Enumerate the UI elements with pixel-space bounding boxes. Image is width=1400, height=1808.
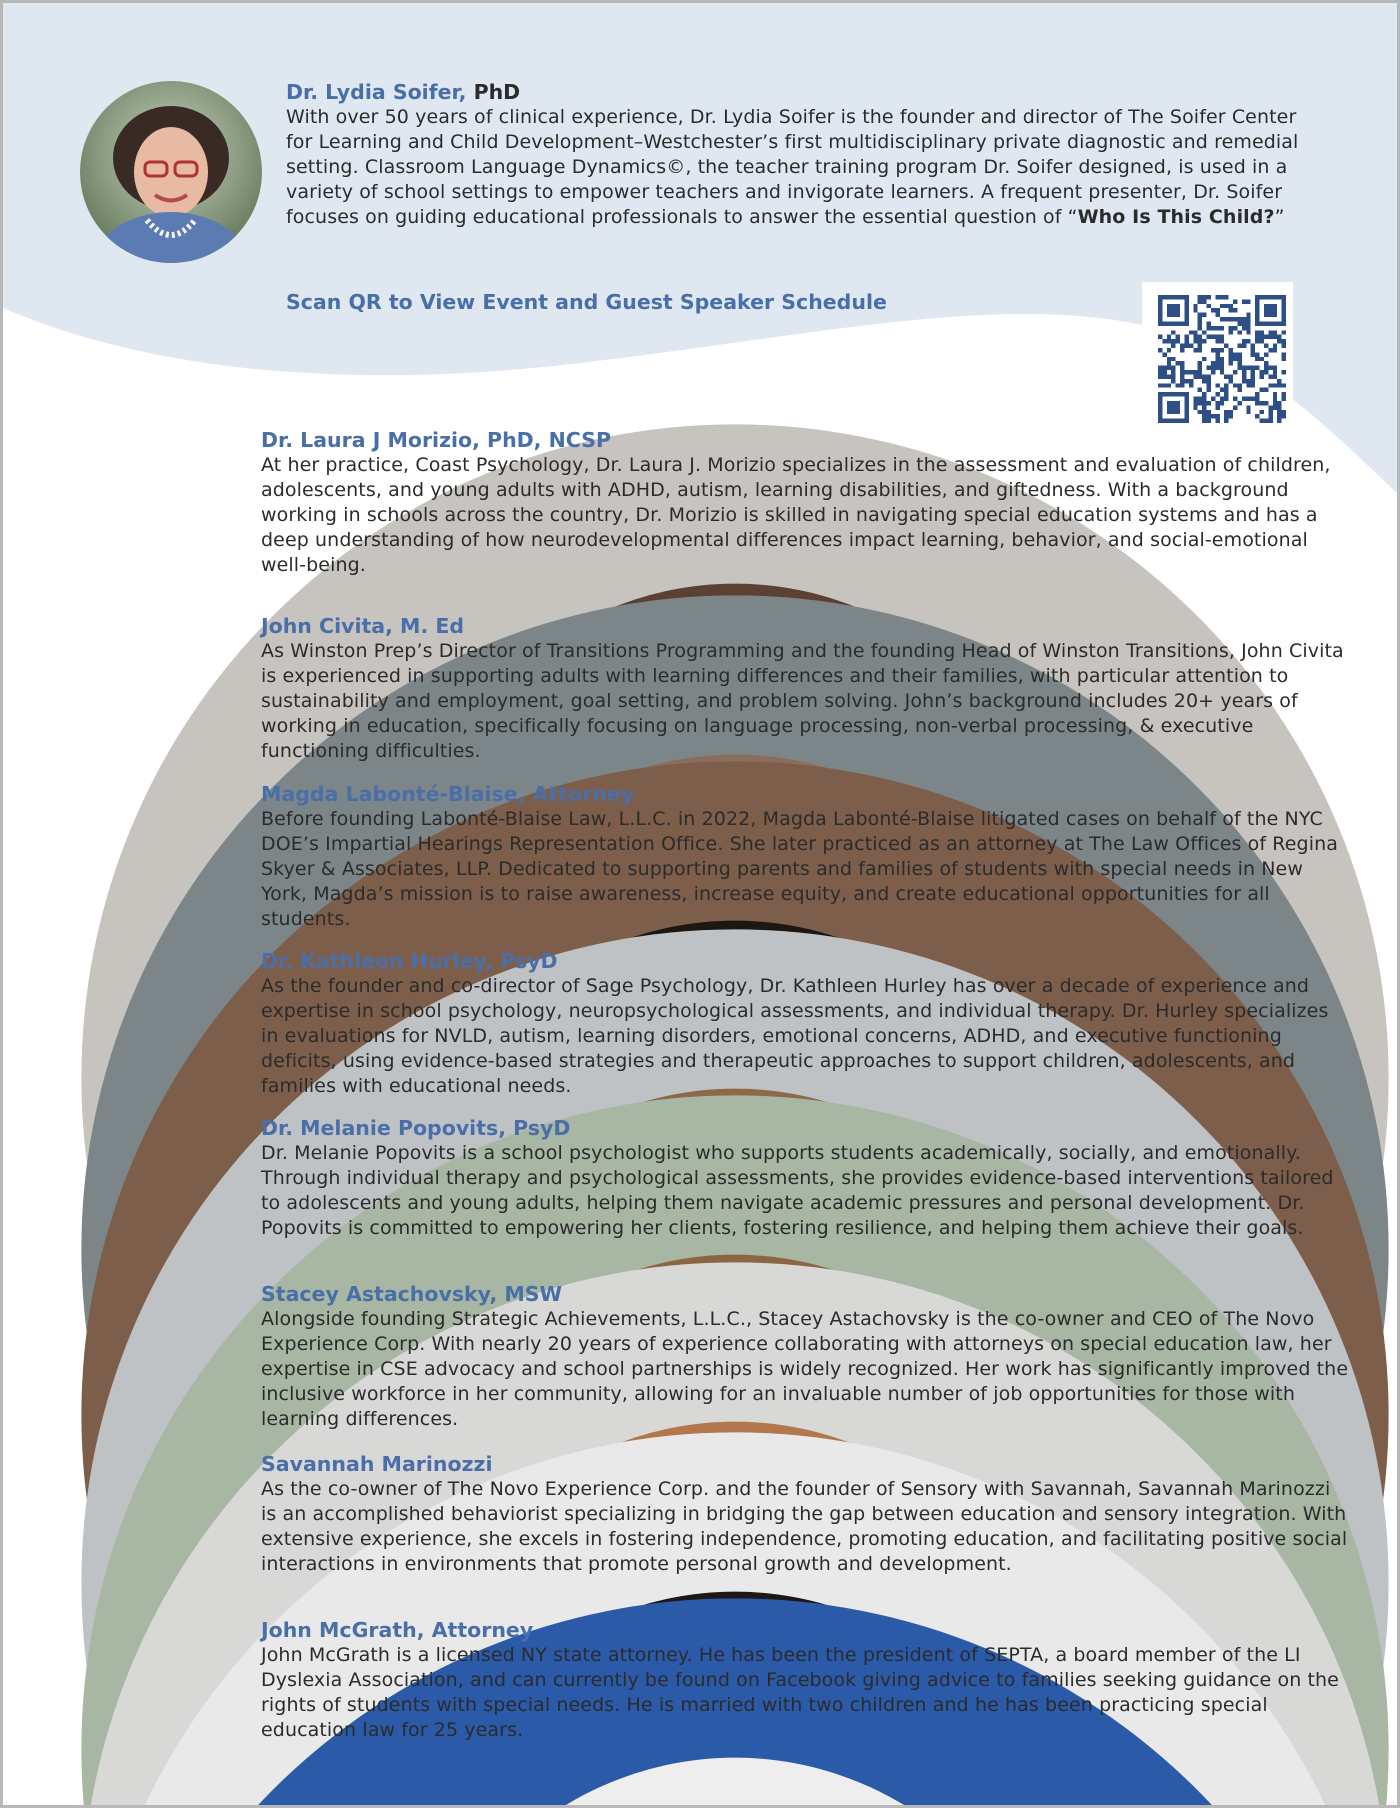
speaker-bio-block: [261, 613, 1351, 764]
flyer-page: [3, 3, 1397, 1805]
speaker-name: Stacey Astachovsky, MSW: [261, 1282, 563, 1306]
speaker-name: Savannah Marinozzi: [261, 1452, 493, 1476]
speaker-bio: Alongside founding Strategic Achievements, L.L.C., Stacey Astachovsky is the co-owner and CEO of The Novo Experience Corp. With nearly 20 years of experience collaborating with attorneys on special education law, her expertise in CSE advocacy and school partnerships is widely recognized. Her work has significantly improved the inclusive workforce in her community, allowing for an invaluable number of job opportunities for those with learning differences.: [261, 1308, 1349, 1430]
speaker-bio-block: [261, 427, 1351, 578]
hero-credential: PhD: [473, 80, 521, 104]
speaker-bio-block: [261, 1617, 1351, 1743]
speaker-bio: Before founding Labonté-Blaise Law, L.L.C. in 2022, Magda Labonté-Blaise litigated cases on behalf of the NYC DOE’s Impartial Hearings Representation Office. She later practiced as an attorney at The Law Offices of Regina Skyer & Associates, LLP. Dedicated to supporting parents and families of students with special needs in New York, Magda’s mission is to raise awareness, increase equity, and create educational opportunities for all students.: [261, 808, 1338, 930]
speaker-bio: John McGrath is a licensed NY state attorney. He has been the president of SEPTA, a board member of the LI Dyslexia Association, and can currently be found on Facebook giving advice to families seeking guidance on the rights of students with special needs. He is married with two children and he has been practicing special education law for 25 years.: [261, 1644, 1339, 1741]
hero-bio-lead: With over 50 years of clinical experience, Dr. Lydia Soifer is the founder and director of The Soifer Center for Learning and Child Development–Westchester’s first multidisciplinary private diagnostic and remedial setting. Classroom Language Dynamics©, the teacher training program Dr. Soifer designed, is used in a variety of school settings to empower teachers and invigorate learners. A frequent presenter, Dr. Soifer focuses on guiding educational professionals to answer the essential question of “: [286, 106, 1299, 228]
hero-name-line: [286, 79, 1316, 105]
speaker-bio: Dr. Melanie Popovits is a school psychologist who supports students academically, socially, and emotionally. Through individual therapy and psychological assessments, she provides evidence-based interventions tailored to adolescents and young adults, helping them navigate academic pressures and personal development. Dr. Popovits is committed to empowering her clients, fostering resilience, and helping them achieve their goals.: [261, 1142, 1334, 1239]
speaker-bio: As Winston Prep’s Director of Transitions Programming and the founding Head of Winston Transitions, John Civita is experienced in supporting adults with learning differences and their families, with particular attention to sustainability and employment, goal setting, and problem solving. John’s background includes 20+ years of working in education, specifically focusing on language processing, non-verbal processing, & executive functioning difficulties.: [261, 640, 1344, 762]
speaker-name: Dr. Laura J Morizio, PhD, NCSP: [261, 428, 611, 452]
hero-name: Dr. Lydia Soifer,: [286, 80, 467, 104]
speaker-bio-block: [261, 781, 1351, 932]
speaker-name: Magda Labonté-Blaise, Attorney: [261, 782, 635, 806]
speaker-bio-block: [261, 948, 1351, 1099]
speaker-bio: At her practice, Coast Psychology, Dr. Laura J. Morizio specializes in the assessment and evaluation of children, adolescents, and young adults with ADHD, autism, learning disabilities, and giftedness. With a background working in schools across the country, Dr. Morizio is skilled in navigating special education systems and has a deep understanding of how neurodevelopmental differences impact learning, behavior, and social-emotional well-being.: [261, 454, 1331, 576]
speaker-bio-block: [261, 1281, 1351, 1432]
speaker-name: John McGrath, Attorney: [261, 1618, 534, 1642]
speaker-bio-block: [261, 1115, 1351, 1241]
speaker-bio: As the founder and co-director of Sage Psychology, Dr. Kathleen Hurley has over a decade of experience and expertise in school psychology, neuropsychological assessments, and individual therapy. Dr. Hurley specializes in evaluations for NVLD, autism, learning disorders, emotional concerns, ADHD, and executive functioning deficits, using evidence-based strategies and therapeutic approaches to support children, adolescents, and families with educational needs.: [261, 975, 1329, 1097]
hero-bio-emphasis: Who Is This Child?: [1077, 206, 1275, 228]
hero-bio: [286, 79, 1316, 230]
qr-scan-label: Scan QR to View Event and Guest Speaker Schedule: [286, 290, 887, 314]
speaker-name: John Civita, M. Ed: [261, 614, 465, 638]
lydia-soifer-portrait: [79, 80, 263, 264]
speaker-name: Dr. Melanie Popovits, PsyD: [261, 1116, 571, 1140]
qr-code-icon[interactable]: [1158, 295, 1286, 423]
speaker-bio: As the co-owner of The Novo Experience Corp. and the founder of Sensory with Savannah, Savannah Marinozzi is an accomplished behaviorist specializing in bridging the gap between education and sensory integration. With extensive experience, she excels in fostering independence, promoting education, and facilitating positive social interactions in environments that promote personal growth and development.: [261, 1478, 1348, 1575]
speaker-bio-block: [261, 1451, 1351, 1577]
speaker-name: Dr. Kathleen Hurley, PsyD: [261, 949, 558, 973]
hero-description: [286, 105, 1316, 230]
hero-bio-tail: ”: [1274, 206, 1285, 228]
